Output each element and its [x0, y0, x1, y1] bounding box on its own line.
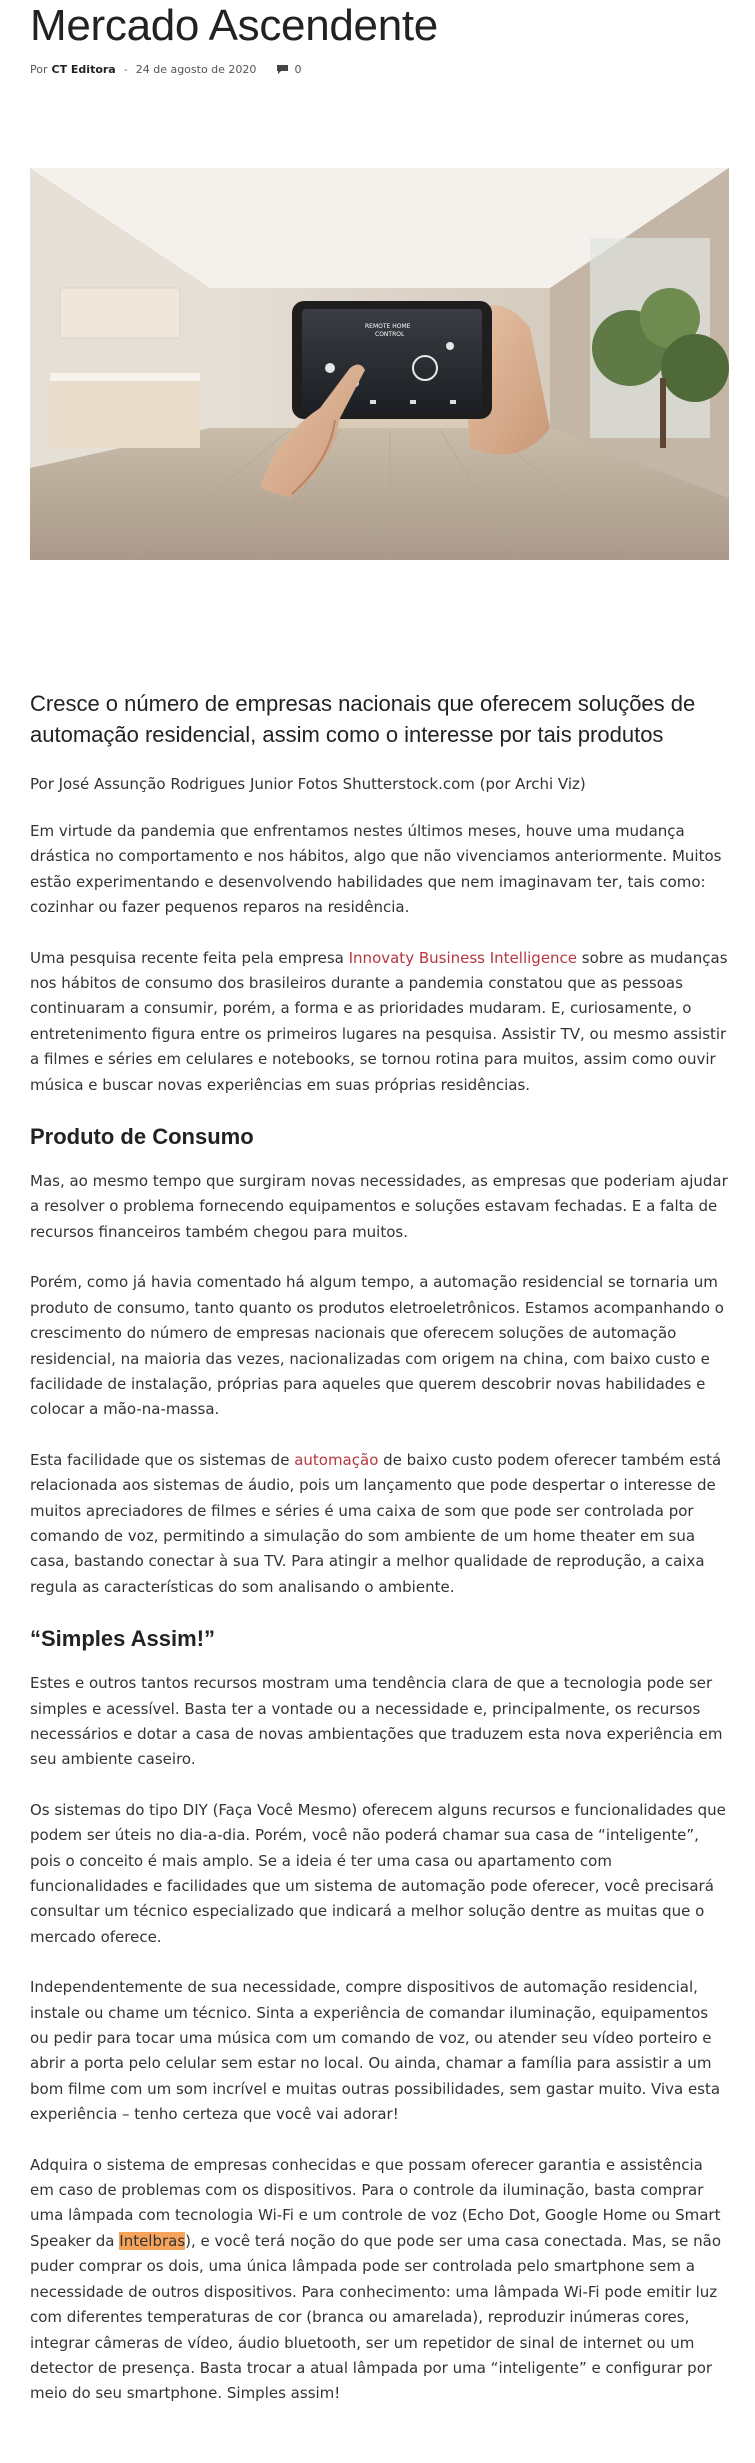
section-heading-consumo: Produto de Consumo: [30, 1124, 254, 1150]
paragraph-6: Estes e outros tantos recursos mostram uma tendência clara de que a tecnologia pode ser simples e acessível. Basta ter a vontade ou a necessidade e, principalmente, os recursos necessários e dotar a casa de novas ambientações que traduzem esta nova experiência em seu ambiente caseiro.: [30, 1674, 723, 1769]
innovaty-link[interactable]: Innovaty Business Intelligence: [348, 948, 578, 967]
paragraph-9-text-a: Adquira o sistema de empresas conhecidas e que possam oferecer garantia e assistência em caso de problemas com os dispositivos. Para o controle da iluminação, basta comprar uma lâmpada com tecnologia Wi-Fi e um controle de voz (Echo Dot, Google Home ou Smart Speaker da: [30, 2155, 721, 2250]
paragraph-1: Em virtude da pandemia que enfrentamos nestes últimos meses, houve uma mudança drástica no comportamento e nos hábitos, algo que não vivenciamos anteriormente. Muitos estão experimentando e desenvolvendo habilidades que nem imaginavam ter, tais como: cozinhar ou fazer pequenos reparos na residência.: [30, 822, 722, 917]
comment-icon: [276, 64, 289, 75]
paragraph-5: [30, 1448, 730, 1600]
intelbras-highlight: Intelbras: [119, 2231, 186, 2250]
hero-image: [30, 168, 729, 560]
paragraph-4: Porém, como já havia comentado há algum tempo, a automação residencial se tornaria um produto de consumo, tanto quanto os produtos eletroeletrônicos. Estamos acompanhando o crescimento do número de empresas nacionais que oferecem soluções de automação residencial, na maioria das vezes, nacionalizadas com origem na china, com baixo custo e facilidade de instalação, próprias para aqueles que querem descobrir novas habilidades e colocar a mão-na-massa.: [30, 1273, 724, 1419]
paragraph-7: Os sistemas do tipo DIY (Faça Você Mesmo) oferecem alguns recursos e funcionalidades que podem ser úteis no dia-a-dia. Porém, você não poderá chamar sua casa de “inteligente”, pois o conceito é mais amplo. Se a ideia é ter uma casa ou apartamento com funcionalidades e facilidades que um sistema de automação pode oferecer, você precisará consultar um técnico especializado que indicará a melhor solução dentre as muitas que o mercado oferece.: [30, 1800, 726, 1946]
article-byline: Por José Assunção Rodrigues Junior Fotos Shutterstock.com (por Archi Viz): [30, 775, 586, 793]
article-header: [30, 0, 730, 78]
page-title: Mercado Ascendente: [30, 1, 438, 50]
by-label: Por: [30, 62, 48, 76]
app-title-line2: CONTROL: [375, 331, 405, 338]
comments-link[interactable]: [276, 63, 301, 76]
paragraph-9: [30, 2153, 730, 2407]
paragraph-8: Independentemente de sua necessidade, compre dispositivos de automação residencial, instale ou chame um técnico. Sinta a experiência de comandar iluminação, equipamentos ou pedir para tocar uma música com um comando de voz, ou atender seu vídeo porteiro e abrir a porta pelo celular sem estar no local. Ou ainda, chamar a família para assistir a um bom filme com um som incrível e muitas outras possibilidades, sem gastar muito. Viva esta experiência – tenho certeza que você vai adorar!: [30, 1978, 721, 2124]
comment-count: 0: [294, 62, 302, 76]
paragraph-2-text-a: Uma pesquisa recente feita pela empresa: [30, 948, 349, 967]
meta-separator: -: [123, 62, 128, 76]
article-subtitle: Cresce o número de empresas nacionais que oferecem soluções de automação residencial, assim como o interesse por tais produtos: [30, 691, 696, 747]
post-meta: [30, 60, 730, 78]
author-link[interactable]: CT Editora: [51, 62, 116, 76]
paragraph-2-text-b: sobre as mudanças nos hábitos de consumo dos brasileiros durante a pandemia constatou que as pessoas continuaram a consumir, porém, a forma e as prioridades mudaram. E, curiosamente, o entretenimento figura entre os primeiros lugares na pesquisa. Assistir TV, ou mesmo assistir a filmes e séries em celulares e notebooks, se tornou rotina para muitos, assim como ouvir música e buscar novas experiências em suas próprias residências.: [30, 948, 728, 1094]
app-title-line1: REMOTE HOME: [365, 323, 411, 330]
paragraph-9-text-b: ), e você terá noção do que pode ser uma casa conectada. Mas, se não puder comprar os dois, uma única lâmpada pode ser controlada pelo smartphone sem a necessidade de outros dispositivos. Para conhecimento: uma lâmpada Wi-Fi pode emitir luz com diferentes temperaturas de cor (branca ou amarelada), reproduzir inúmeras cores, integrar câmeras de vídeo, áudio bluetooth, ser um repetidor de sinal de internet ou um detector de presença. Basta trocar a atual lâmpada por uma “inteligente” e configurar por meio do seu smartphone. Simples assim!: [30, 2231, 722, 2403]
paragraph-5-text-b: de baixo custo podem oferecer também está relacionada aos sistemas de áudio, pois um lançamento que pode despertar o interesse de muitos apreciadores de filmes e séries é uma caixa de som que pode ser controlada por comando de voz, permitindo a simulação do som ambiente de um home theater em sua casa, bastando conectar à sua TV. Para atingir a melhor qualidade de reprodução, a caixa regula as características do som analisando o ambiente.: [30, 1450, 722, 1596]
post-date: 24 de agosto de 2020: [135, 62, 257, 76]
paragraph-5-text-a: Esta facilidade que os sistemas de: [30, 1450, 295, 1469]
paragraph-3: Mas, ao mesmo tempo que surgiram novas necessidades, as empresas que poderiam ajudar a resolver o problema fornecendo equipamentos e soluções estavam fechadas. E a falta de recursos financeiros também chegou para muitos.: [30, 1172, 728, 1241]
article-body: [30, 688, 730, 2432]
paragraph-2: [30, 946, 730, 1098]
section-heading-simples: “Simples Assim!”: [30, 1626, 216, 1652]
automacao-link[interactable]: automação: [294, 1450, 379, 1469]
